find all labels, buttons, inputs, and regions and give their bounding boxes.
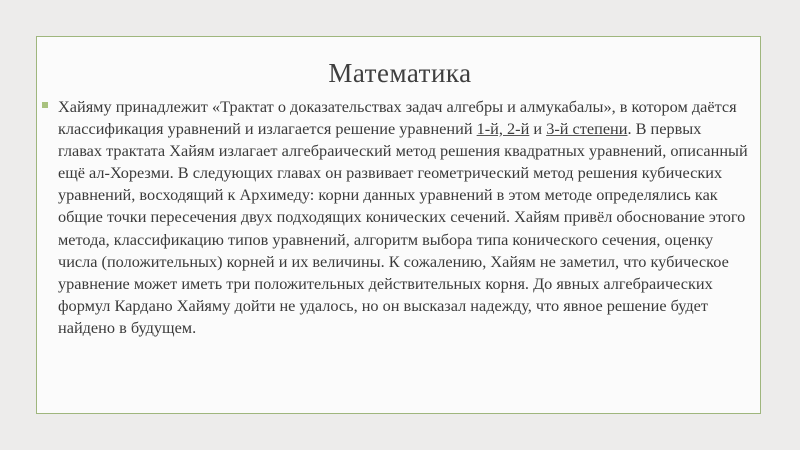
slide-body [58,96,748,339]
body-text-part-1: Хайяму принадлежит «Трактат о доказательствах задач алгебры и алмукабалы», в котором даётся классификация уравнений и излагается решение уравнений [58,97,737,139]
bullet-marker [42,102,48,108]
slide-title: Математика [328,58,472,88]
degree-link-3[interactable]: 3-й степени [546,119,628,139]
body-text-part-2: и [529,119,547,139]
degree-link-1-2[interactable]: 1-й, 2-й [476,119,530,139]
body-text-part-3: . В первых главах трактата Хайям излагает алгебраический метод решения квадратных уравнений, описанный ещё ал-Хорезми. В следующих главах он развивает геометрический метод решения кубических уравнений, восходящий к Архимеду: корни данных уравнений в этом методе определялись как общие точки пересечения двух подходящих конических сечений. Хайям привёл обоснование этого метода, классификацию типов уравнений, алгоритм выбора типа конического сечения, оценку числа (положительных) корней и их величины. К сожалению, Хайям не заметил, что кубическое уравнение может иметь три положительных действительных корня. До явных алгебраических формул Кардано Хайяму дойти не удалось, но он высказал надежду, что явное решение будет найдено в будущем. [58,119,748,337]
